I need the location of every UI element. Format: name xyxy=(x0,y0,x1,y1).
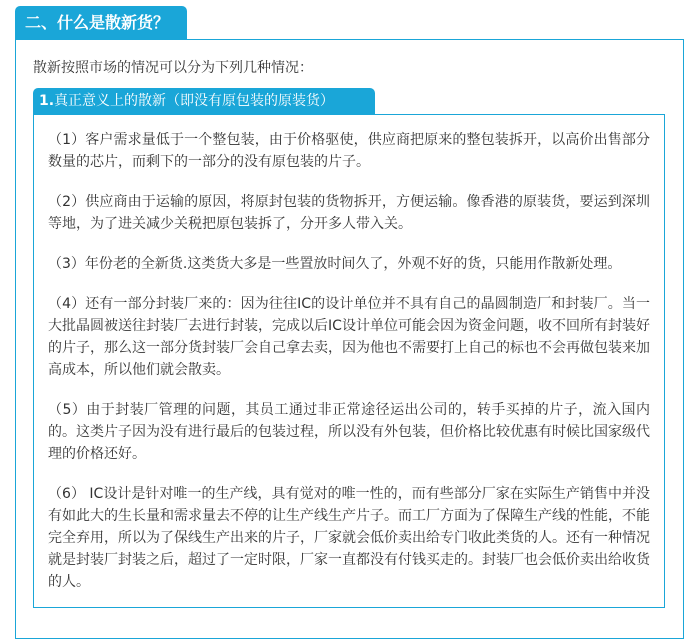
section-title: 二、什么是散新货？ xyxy=(25,13,170,32)
subsection-number: 1. xyxy=(39,93,55,109)
paragraph-1: （1）客户需求量低于一个整包装，由于价格驱使，供应商把原来的整包装拆开，以高价出售部分数量的芯片，而剩下的一部分的没有原包装的片子。 xyxy=(48,132,650,170)
paragraph-2: （2）供应商由于运输的原因，将原封包装的货物拆开，方便运输。像香港的原装货，要运到深圳等地，为了进关减少关税把原包装拆了，分开多人带入关。 xyxy=(48,194,650,232)
paragraph-4: （4）还有一部分封装厂来的：因为往往IC的设计单位并不具有自己的晶圆制造厂和封装厂。当一大批晶圆被送往封装厂去进行封装，完成以后IC设计单位可能会因为资金问题，收不回所有封装好的片子，那么这一部分货封装厂会自己拿去卖，因为他也不需要打上自己的标也不会再做包装来加高成本，所以他们就会散卖。 xyxy=(48,296,650,378)
subsection-content-box xyxy=(33,114,665,608)
paragraph-3: （3）年份老的全新货.这类货大多是一些置放时间久了，外观不好的货，只能用作散新处理。 xyxy=(48,256,622,272)
paragraph-5: （5）由于封装厂管理的问题，其员工通过非正常途径运出公司的，转手买掉的片子，流入国内的。这类片子因为没有进行最后的包装过程，所以没有外包装，但价格比较优惠有时候比国家级代理的价格还好。 xyxy=(48,402,650,462)
subsection-title-tab xyxy=(33,88,375,114)
intro-text: 散新按照市场的情况可以分为下列几种情况： xyxy=(33,60,313,76)
section-content-box xyxy=(15,39,684,639)
subsection-title: 真正意义上的散新（即没有原包装的原装货） xyxy=(54,93,335,109)
paragraph-6: （6） IC设计是针对唯一的生产线，具有觉对的唯一性的，而有些部分厂家在实际生产销售中并没有如此大的生长量和需求量去不停的让生产线生产片子。而工厂方面为了保障生产线的性能，不能完全弃用，所以为了保线生产出来的片子，厂家就会低价卖出给专门收此类货的人。还有一种情况就是封装厂封装之后，超过了一定时限，厂家一直都没有付钱买走的。封装厂也会低价卖出给收货的人。 xyxy=(48,486,650,590)
section-title-tab xyxy=(15,6,187,39)
